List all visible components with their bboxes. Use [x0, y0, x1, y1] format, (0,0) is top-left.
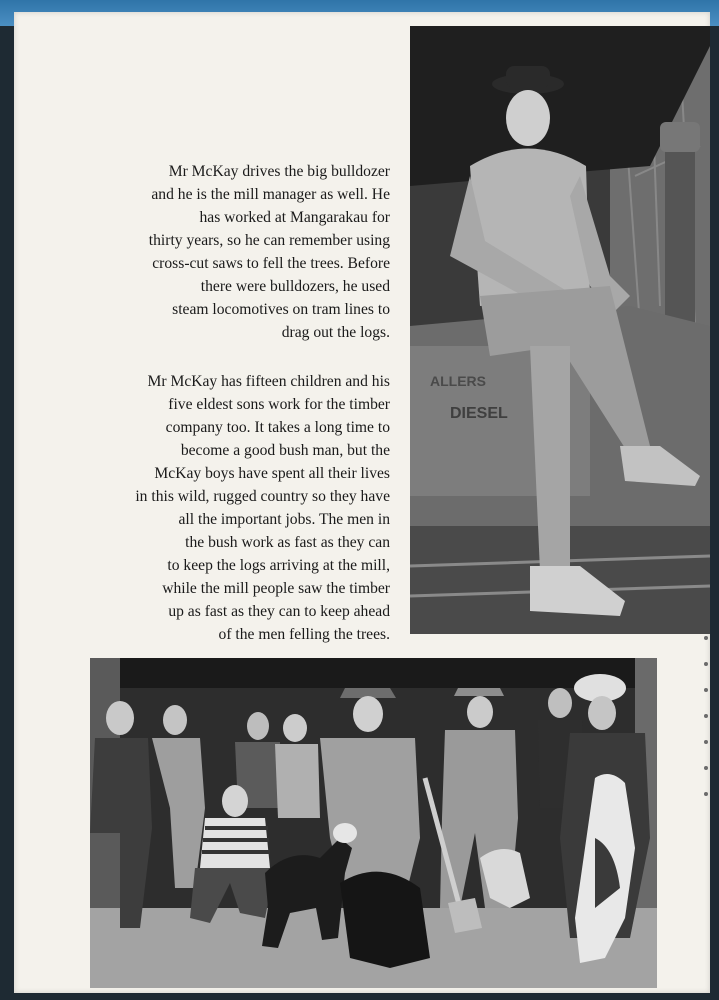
photo-mckay-on-bulldozer: [410, 26, 710, 634]
paragraph-1: [80, 160, 390, 344]
text-line: McKay boys have spent all their lives: [154, 465, 390, 482]
text-line: up as fast as they can to keep ahead: [168, 603, 390, 620]
text-line: in this wild, rugged country so they have: [135, 488, 390, 505]
photo-workers-illustration: [90, 658, 657, 988]
text-line: to keep the logs arriving at the mill,: [167, 557, 390, 574]
paragraph-2: [80, 370, 390, 646]
text-line: company too. It takes a long time to: [165, 419, 390, 436]
text-line: steam locomotives on tram lines to: [172, 301, 390, 318]
photo-mckay-illustration: [410, 26, 710, 634]
machine-lettering-1: ALLERS: [430, 373, 486, 389]
text-line: there were bulldozers, he used: [200, 278, 390, 295]
photo-mill-workers-group: [90, 658, 657, 988]
text-line: while the mill people saw the timber: [162, 580, 390, 597]
text-line: Mr McKay has fifteen children and his: [147, 373, 390, 390]
machine-lettering-2: DIESEL: [450, 405, 508, 422]
text-line: has worked at Mangarakau for: [199, 209, 390, 226]
text-line: all the important jobs. The men in: [178, 511, 390, 528]
text-line: and he is the mill manager as well. He: [151, 186, 390, 203]
text-line: drag out the logs.: [281, 324, 390, 341]
text-line: the bush work as fast as they can: [185, 534, 390, 551]
text-line: thirty years, so he can remember using: [148, 232, 390, 249]
text-line: become a good bush man, but the: [180, 442, 390, 459]
text-line: five eldest sons work for the timber: [168, 396, 390, 413]
text-line: Mr McKay drives the big bulldozer: [168, 163, 390, 180]
text-line: cross-cut saws to fell the trees. Before: [152, 255, 390, 272]
text-line: of the men felling the trees.: [218, 626, 390, 643]
